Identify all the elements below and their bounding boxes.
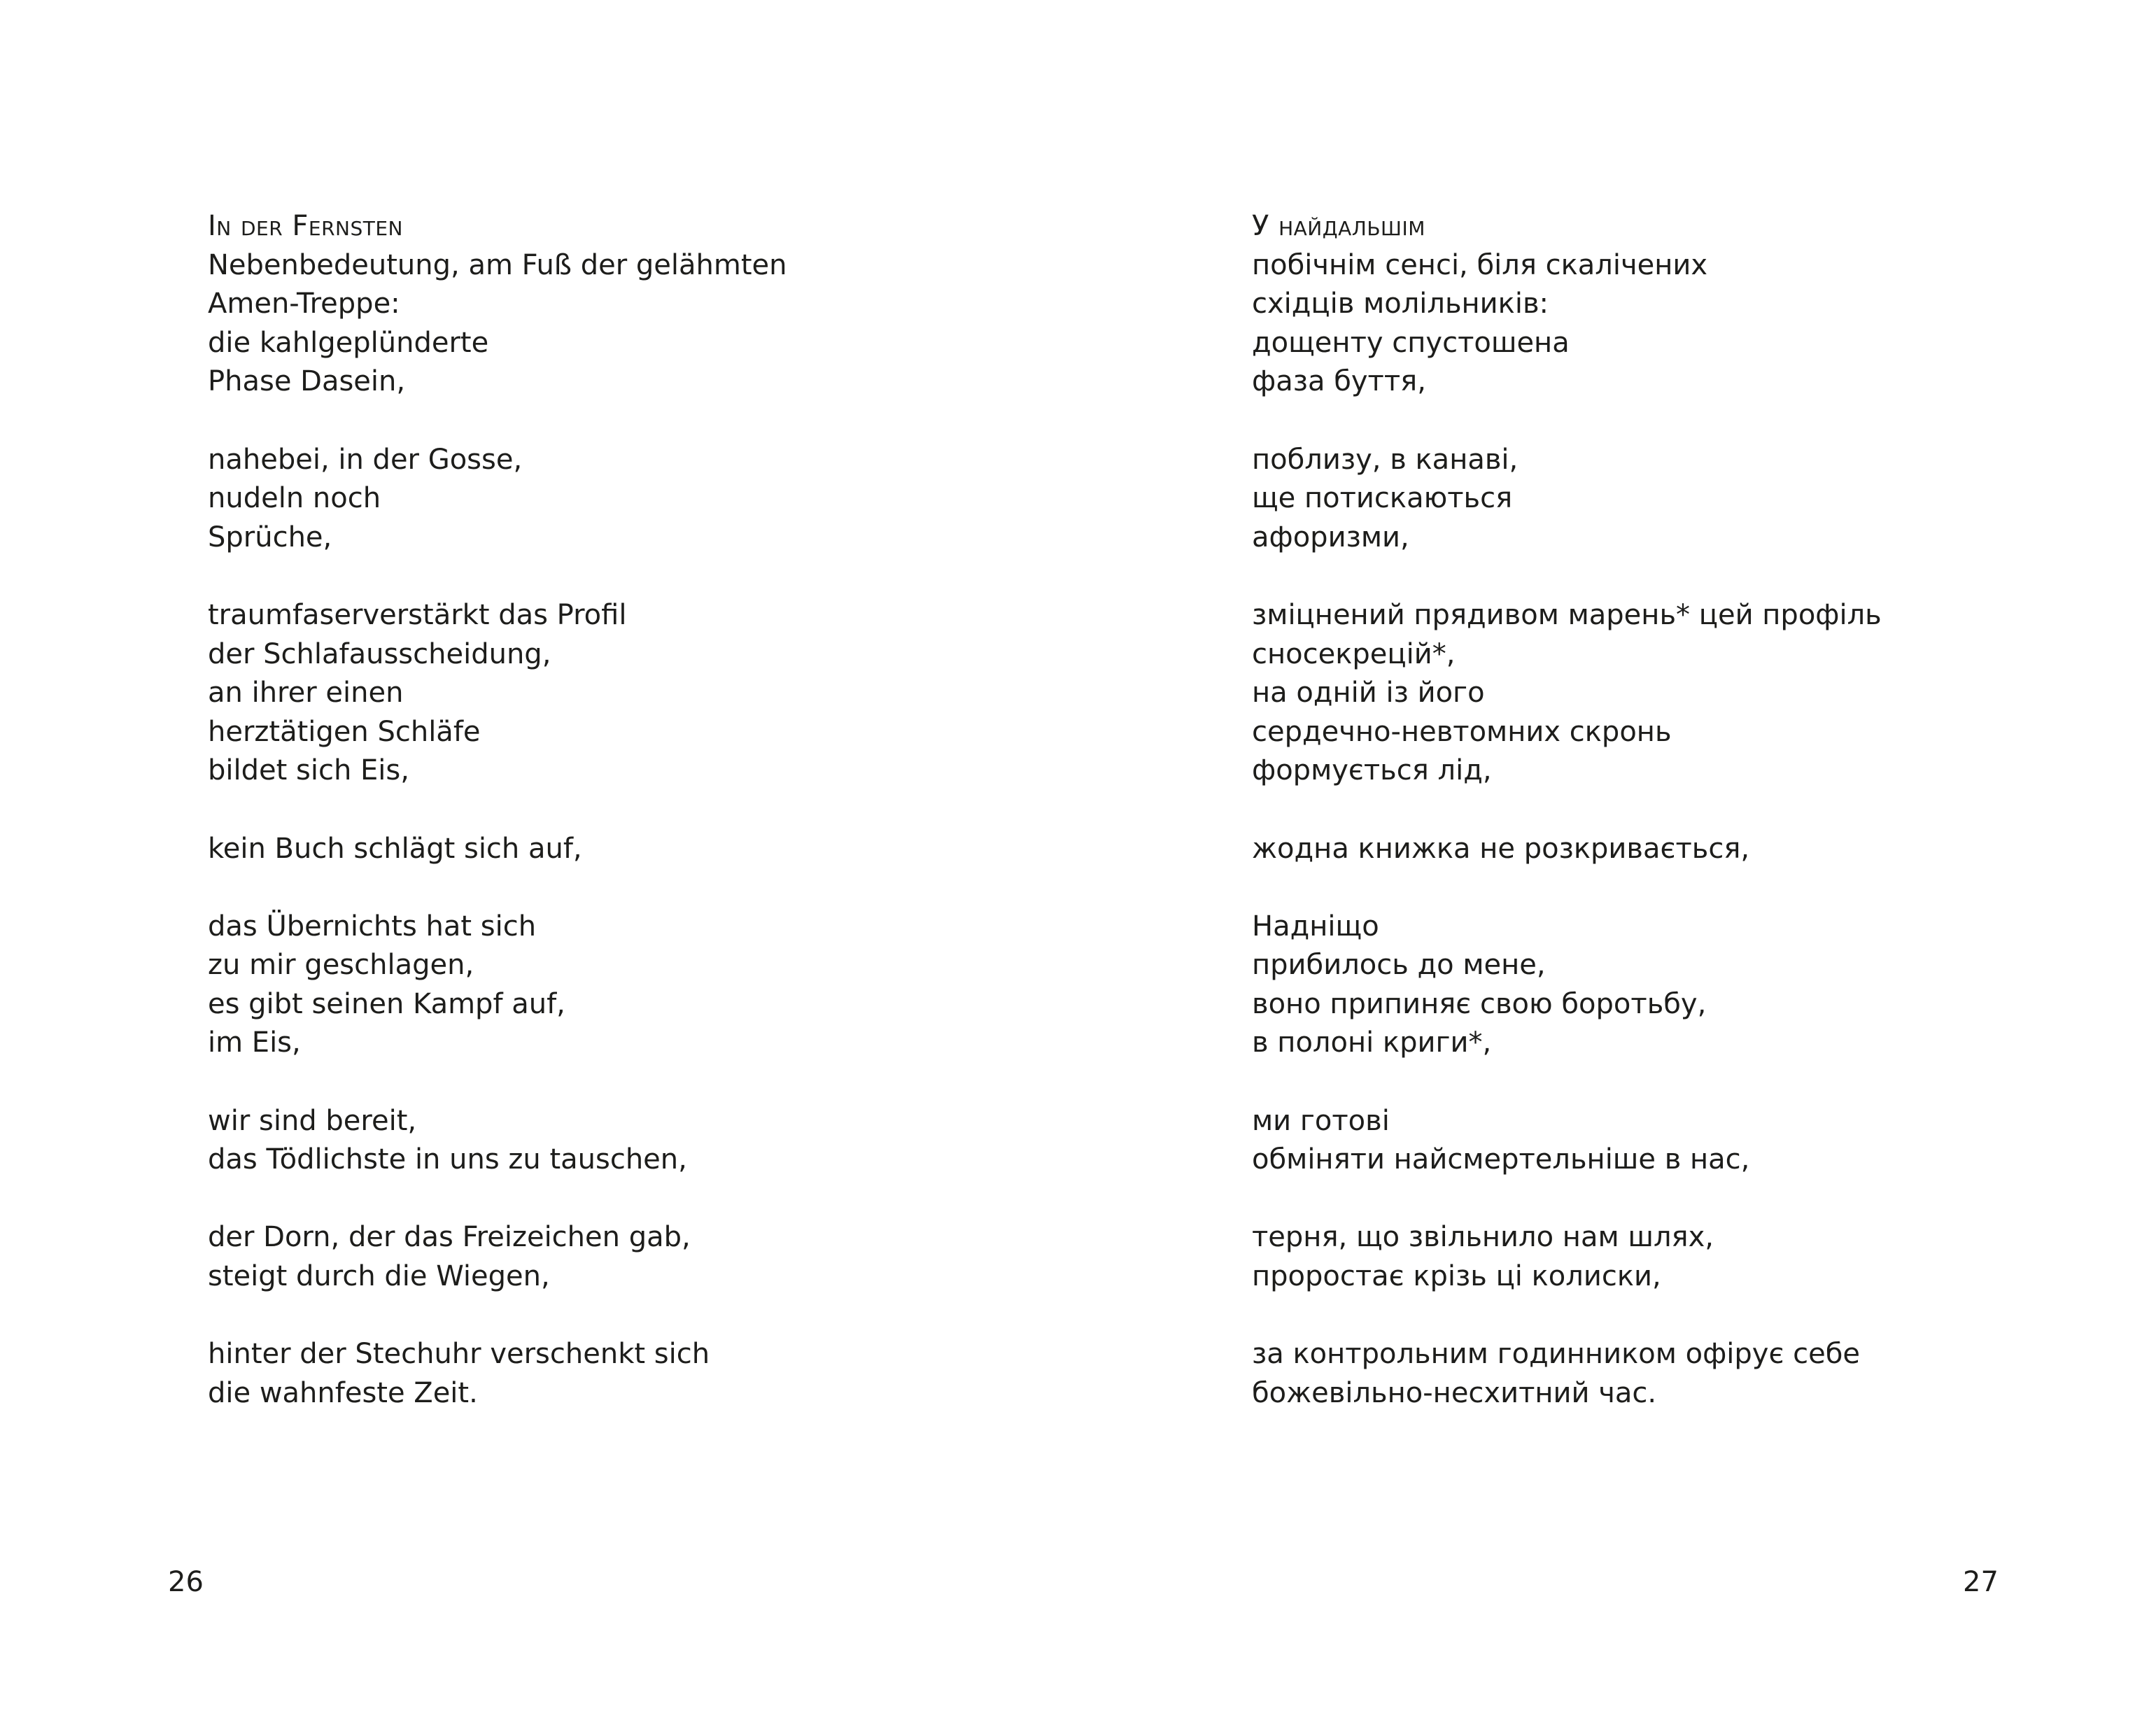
poem-line: ми готові [1252, 1104, 1390, 1137]
poem-line: воно припиняє свою боротьбу, [1252, 987, 1707, 1020]
stanza [208, 1335, 787, 1413]
stanza-gap [1252, 868, 1882, 908]
stanza-gap [208, 1297, 787, 1336]
poem-ukrainian [1252, 207, 1882, 1413]
poem-line: формується лід, [1252, 754, 1492, 787]
stanza [1252, 1218, 1882, 1296]
poem-line: traumfaserverstärkt das Profil [208, 598, 627, 631]
stanza-gap [1252, 1297, 1882, 1336]
stanza [1252, 246, 1882, 402]
poem-line: зміцнений прядивом марень* цей профіль [1252, 598, 1882, 631]
poem-line: die wahnfeste Zeit. [208, 1376, 478, 1409]
poem-line: фаза буття, [1252, 365, 1426, 398]
stanza-gap [208, 868, 787, 908]
poem-line: Phase Dasein, [208, 365, 406, 398]
poem-line: das Übernichts hat sich [208, 910, 537, 943]
stanza [208, 246, 787, 402]
poem-line: hinter der Stechuhr verschenkt sich [208, 1338, 710, 1371]
poem-line: за контрольним годинником офірує себе [1252, 1338, 1860, 1371]
stanza-gap [208, 402, 787, 441]
poem-line: ще потискаються [1252, 482, 1513, 515]
left-page [0, 0, 1074, 1736]
stanza-gap [208, 1063, 787, 1102]
poem-line: побічнім сенсі, біля скалічених [1252, 248, 1708, 281]
poem-line: на одній із його [1252, 677, 1485, 710]
poem-line: в полоні криги*, [1252, 1026, 1492, 1059]
poem-line: im Eis, [208, 1026, 301, 1059]
stanza [208, 441, 787, 558]
poem-line: das Tödlichste in uns zu tauschen, [208, 1143, 687, 1176]
stanza-gap [208, 791, 787, 830]
stanza [1252, 596, 1882, 791]
poem-line: поблизу, в канаві, [1252, 443, 1519, 476]
poem-title: У найдальшім [1252, 210, 1425, 242]
stanza-gap [1252, 791, 1882, 830]
poem-line: der Dorn, der das Freizeichen gab, [208, 1221, 691, 1254]
poem-line: der Schlafausscheidung, [208, 637, 551, 670]
poem-line: nudeln noch [208, 482, 381, 515]
stanza-gap [208, 557, 787, 596]
poem-line: die kahlgeplünderte [208, 326, 489, 359]
poem-line: Sprüche, [208, 521, 332, 553]
page-number: 27 [1963, 1566, 1999, 1598]
stanza [208, 830, 787, 869]
poem-line: божевільно-несхитний час. [1252, 1376, 1657, 1409]
poem-line: wir sind bereit, [208, 1104, 417, 1137]
poem-title: In der Fernsten [208, 210, 403, 242]
poem-line: steigt durch die Wiegen, [208, 1260, 550, 1293]
page-number: 26 [168, 1566, 204, 1598]
stanza-gap [1252, 1180, 1882, 1219]
poem-line: kein Buch schlägt sich auf, [208, 832, 582, 865]
poem-line: an ihrer einen [208, 677, 404, 710]
poem-line: Amen-Treppe: [208, 288, 400, 320]
poem-line: афоризми, [1252, 521, 1409, 553]
stanza [208, 1218, 787, 1296]
poem-line: проростає крізь ці колиски, [1252, 1260, 1661, 1293]
stanza [1252, 830, 1882, 869]
poem-line: обміняти найсмертельніше в нас, [1252, 1143, 1750, 1176]
right-page [1075, 0, 2149, 1736]
poem-line: терня, що звільнило нам шлях, [1252, 1221, 1714, 1254]
stanza [208, 596, 787, 791]
stanza [1252, 1335, 1882, 1413]
stanza [208, 908, 787, 1063]
stanza [208, 1102, 787, 1180]
poem-german [208, 207, 787, 1413]
poem-line: herztätigen Schläfe [208, 715, 481, 748]
stanza-gap [1252, 1063, 1882, 1102]
poem-line: es gibt seinen Kampf auf, [208, 987, 565, 1020]
poem-line: східців молільників: [1252, 288, 1549, 320]
poem-line: zu mir geschlagen, [208, 949, 474, 982]
poem-line: сердечно-невтомних скронь [1252, 715, 1672, 748]
stanza-gap [1252, 557, 1882, 596]
poem-line: nahebei, in der Gosse, [208, 443, 523, 476]
stanza-gap [1252, 402, 1882, 441]
poem-line: жодна книжка не розкривається, [1252, 832, 1750, 865]
poem-line: Nebenbedeutung, am Fuß der gelähmten [208, 248, 787, 281]
stanza-gap [208, 1180, 787, 1219]
poem-line: дощенту спустошена [1252, 326, 1570, 359]
stanza [1252, 441, 1882, 558]
stanza [1252, 1102, 1882, 1180]
poem-line: прибилось до мене, [1252, 949, 1546, 982]
poem-line: bildet sich Eis, [208, 754, 409, 787]
stanza [1252, 908, 1882, 1063]
poem-line: Надніщо [1252, 910, 1379, 943]
poem-line: сносекрецій*, [1252, 637, 1456, 670]
